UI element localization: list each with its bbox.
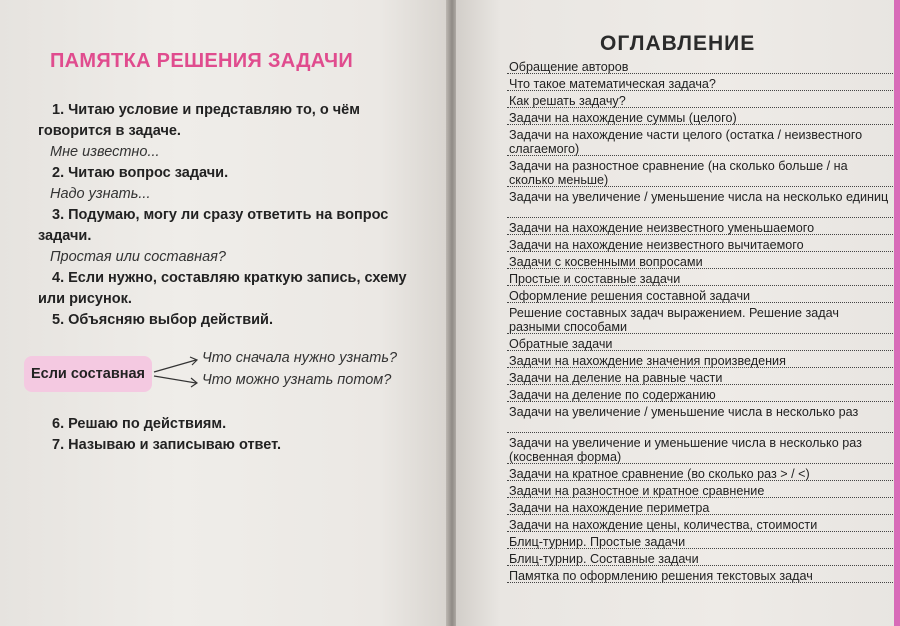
toc-item[interactable]: Блиц-турнир. Простые задачи	[507, 532, 893, 549]
toc-item[interactable]: Задачи на увеличение / уменьшение числа на несколько единиц	[507, 187, 893, 218]
toc-item[interactable]: Памятка по оформлению решения текстовых задач	[507, 566, 893, 583]
toc-item[interactable]: Задачи на нахождение периметра	[507, 498, 893, 515]
memo-step-5: 5. Объясняю выбор действий.	[52, 312, 274, 328]
toc-item[interactable]: Простые и составные задачи	[507, 269, 893, 286]
memo-step-7: 7. Называю и записываю ответ.	[52, 437, 282, 453]
memo-step-2: 2. Читаю вопрос задачи.	[52, 165, 229, 181]
branch-badge: Если составная	[24, 356, 152, 392]
toc-item[interactable]: Задачи на увеличение и уменьшение числа в несколько раз (косвенная форма)	[507, 433, 893, 464]
memo-note-1: Мне известно...	[50, 144, 160, 160]
toc-item[interactable]: Решение составных задач выражением. Решение задач разными способами	[507, 303, 893, 334]
page-edge-accent	[894, 0, 900, 626]
toc-item[interactable]: Задачи с косвенными вопросами	[507, 252, 893, 269]
toc-item[interactable]: Задачи на нахождение неизвестного уменьшаемого	[507, 218, 893, 235]
toc-item[interactable]: Задачи на разностное и кратное сравнение	[507, 481, 893, 498]
memo-title: ПАМЯТКА РЕШЕНИЯ ЗАДАЧИ	[50, 50, 354, 72]
composite-branch	[24, 350, 424, 400]
toc-item[interactable]: Задачи на кратное сравнение (во сколько раз > / <)	[507, 464, 893, 481]
memo-step-1: 1. Читаю условие и представляю то, о чём говорится в задаче.	[38, 102, 360, 139]
memo-note-2: Надо узнать...	[50, 186, 151, 202]
toc-item[interactable]: Задачи на деление по содержанию	[507, 385, 893, 402]
branch-arrows-icon	[152, 350, 204, 400]
toc-item[interactable]: Задачи на нахождение значения произведения	[507, 351, 893, 368]
memo-step-6: 6. Решаю по действиям.	[52, 416, 227, 432]
toc-item[interactable]: Что такое математическая задача?	[507, 74, 893, 91]
memo-steps	[38, 100, 408, 331]
memo-note-3: Простая или составная?	[50, 249, 226, 265]
toc-item[interactable]: Задачи на нахождение части целого (остатка / неизвестного слагаемого)	[507, 125, 893, 156]
toc-item[interactable]: Обращение авторов	[507, 57, 893, 74]
toc-item[interactable]: Блиц-турнир. Составные задачи	[507, 549, 893, 566]
toc-item[interactable]: Задачи на нахождение суммы (целого)	[507, 108, 893, 125]
toc-item[interactable]: Задачи на разностное сравнение (на сколько больше / на сколько меньше)	[507, 156, 893, 187]
branch-question-first: Что сначала нужно узнать?	[202, 350, 398, 366]
toc-item[interactable]: Задачи на деление на равные части	[507, 368, 893, 385]
branch-question-next: Что можно узнать потом?	[202, 372, 392, 388]
memo-step-4: 4. Если нужно, составляю краткую запись, схему или рисунок.	[38, 270, 407, 307]
memo-step-3: 3. Подумаю, могу ли сразу ответить на вопрос задачи.	[38, 207, 389, 244]
toc-item[interactable]: Задачи на увеличение / уменьшение числа в несколько раз	[507, 402, 893, 433]
toc-item[interactable]: Оформление решения составной задачи	[507, 286, 893, 303]
toc-item[interactable]: Задачи на нахождение цены, количества, стоимости	[507, 515, 893, 532]
table-of-contents	[507, 57, 893, 583]
toc-item[interactable]: Задачи на нахождение неизвестного вычитаемого	[507, 235, 893, 252]
toc-item[interactable]: Обратные задачи	[507, 334, 893, 351]
toc-title: ОГЛАВЛЕНИЕ	[600, 32, 756, 55]
toc-item[interactable]: Как решать задачу?	[507, 91, 893, 108]
memo-final-steps	[38, 414, 408, 456]
